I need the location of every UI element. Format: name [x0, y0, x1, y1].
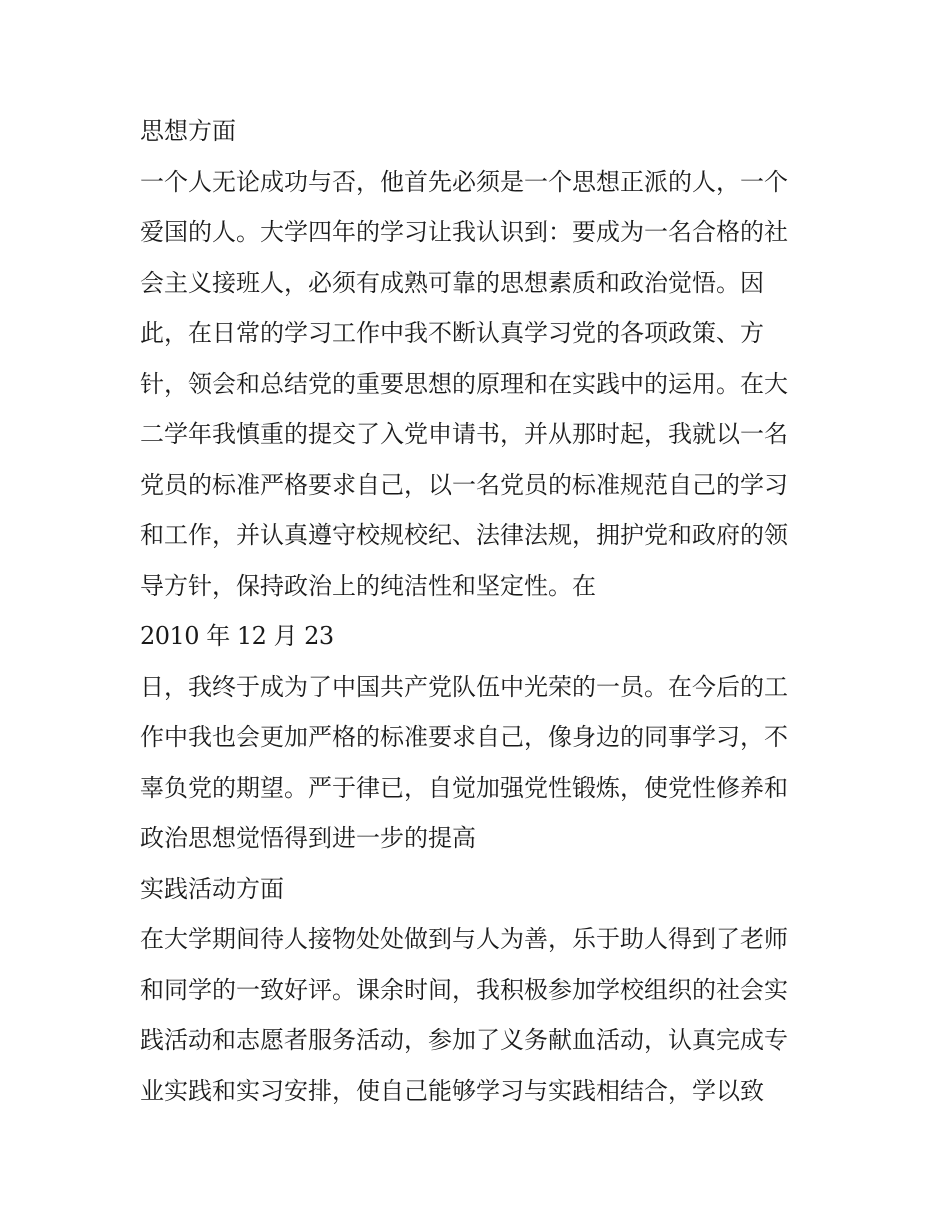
paragraph-line: 和同学的一致好评。课余时间，我积极参加学校组织的社会实	[140, 975, 788, 1004]
paragraph-line: 党员的标准严格要求自己，以一名党员的标准规范自己的学习	[140, 470, 788, 499]
paragraph-line: 会主义接班人，必须有成熟可靠的思想素质和政治觉悟。因	[140, 268, 764, 297]
paragraph-line: 一个人无论成功与否，他首先必须是一个思想正派的人，一个	[140, 167, 788, 196]
paragraph-line: 导方针，保持政治上的纯洁性和坚定性。在	[140, 571, 596, 600]
paragraph-line: 政治思想觉悟得到进一步的提高	[140, 824, 476, 852]
document-text	[140, 106, 820, 1116]
paragraph-line: 和工作，并认真遵守校规校纪、法律法规，拥护党和政府的领	[140, 521, 788, 549]
paragraph-line: 践活动和志愿者服务活动，参加了义务献血活动，认真完成专	[140, 1026, 788, 1054]
paragraph-line: 作中我也会更加严格的标准要求自己，像身边的同事学习，不	[140, 723, 788, 751]
section-heading-ideology: 思想方面	[140, 117, 236, 145]
section-heading-practice: 实践活动方面	[140, 874, 284, 903]
paragraph-line: 业实践和实习安排，使自己能够学习与实践相结合，学以致	[140, 1076, 764, 1105]
paragraph-line: 针，领会和总结党的重要思想的原理和在实践中的运用。在大	[140, 369, 788, 398]
paragraph-line: 二学年我慎重的提交了入党申请书，并从那时起，我就以一名	[140, 420, 788, 448]
date-line: 2010 年 12 月 23	[140, 622, 334, 650]
paragraph-line: 辜负党的期望。严于律已，自觉加强党性锻炼，使党性修养和	[140, 773, 788, 802]
paragraph-line: 爱国的人。大学四年的学习让我认识到：要成为一名合格的社	[140, 218, 788, 246]
paragraph-line: 此，在日常的学习工作中我不断认真学习党的各项政策、方	[140, 319, 764, 347]
paragraph-line: 在大学期间待人接物处处做到与人为善，乐于助人得到了老师	[140, 925, 788, 953]
paragraph-line: 日，我终于成为了中国共产党队伍中光荣的一员。在今后的工	[140, 672, 788, 701]
